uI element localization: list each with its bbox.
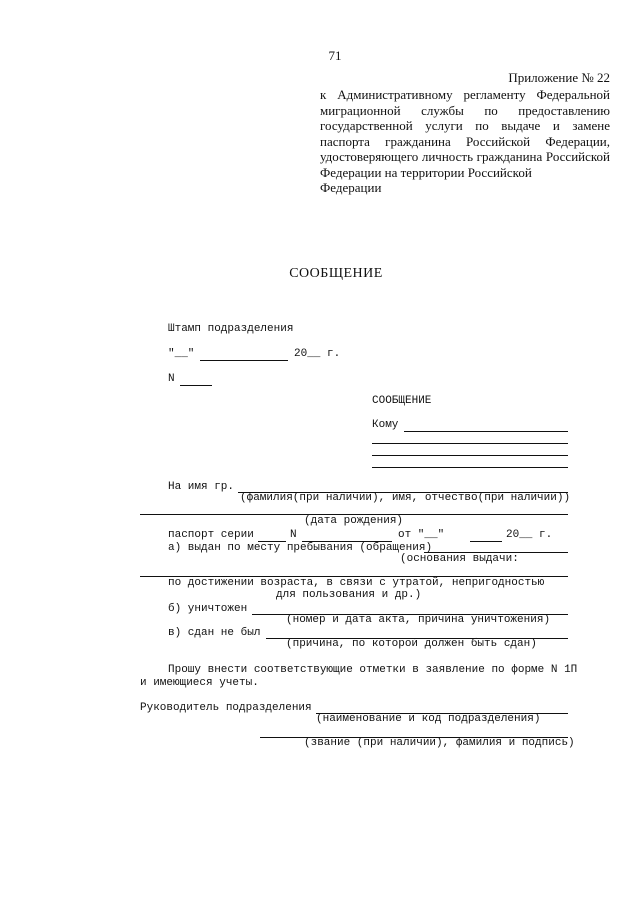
to-line-2 [372, 443, 568, 444]
date-year: 20__ г. [294, 348, 341, 360]
appendix-line: Федерации [320, 180, 382, 195]
number-label: N [168, 373, 175, 385]
document-title: СООБЩЕНИЕ [289, 266, 383, 281]
appendix-text [320, 87, 610, 196]
date-day: "__" [168, 348, 195, 360]
appendix-line: миграционной службы по предоставлению [320, 102, 610, 118]
passport-month-line [470, 541, 502, 542]
appendix-title: Приложение № 22 [508, 70, 610, 85]
reasons-text-1: по достижении возраста, в связи с утратой, непригодностью [168, 577, 545, 589]
name-label: На имя гр. [168, 481, 235, 493]
to-line-4 [372, 467, 568, 468]
passport-n-label: N [290, 529, 297, 541]
request-line-2: и имеющиеся учеты. [140, 677, 259, 689]
issued-label: а) выдан по месту пребывания (обращения) [168, 542, 433, 554]
to-line-3 [372, 455, 568, 456]
appendix-line: удостоверяющего личность гражданина [320, 149, 543, 164]
number-line [180, 385, 212, 386]
small-title: СООБЩЕНИЕ [372, 395, 432, 407]
passport-series-label: паспорт серии [168, 529, 254, 541]
reasons-text-2: для пользования и др.) [276, 589, 422, 601]
appendix-line: Российской Федерации на территории Российской [320, 149, 610, 180]
page-number: 71 [328, 48, 342, 63]
to-line [404, 431, 568, 432]
not-returned-label: в) сдан не был [168, 627, 261, 639]
not-returned-caption: (причина, по которой должен быть сдан) [286, 638, 537, 650]
appendix-line: государственной услуги по выдаче и замене [320, 118, 610, 133]
request-line-1: Прошу внести соответствующие отметки в заявление по форме N 1П [168, 664, 578, 676]
appendix-line: паспорта гражданина Российской Федерации, [320, 133, 610, 149]
passport-from-label: от "__" [398, 529, 445, 541]
destroyed-caption: (номер и дата акта, причина уничтожения) [286, 614, 551, 626]
head-label: Руководитель подразделения [140, 702, 312, 714]
issue-basis-caption: (основания выдачи: [400, 553, 519, 565]
destroyed-label: б) уничтожен [168, 603, 248, 615]
stamp-label: Штамп подразделения [168, 323, 294, 335]
date-month-line [200, 360, 288, 361]
to-label: Кому [372, 419, 399, 431]
passport-year: 20__ г. [506, 529, 553, 541]
sign-caption: (звание (при наличии), фамилия и подпись) [304, 737, 575, 749]
head-caption: (наименование и код подразделения) [316, 713, 541, 725]
name-caption: (фамилия(при наличии), имя, отчество(при наличии)) [240, 492, 571, 504]
appendix-line: к Административному регламенту Федеральной [320, 87, 610, 102]
birth-caption: (дата рождения) [304, 515, 404, 527]
